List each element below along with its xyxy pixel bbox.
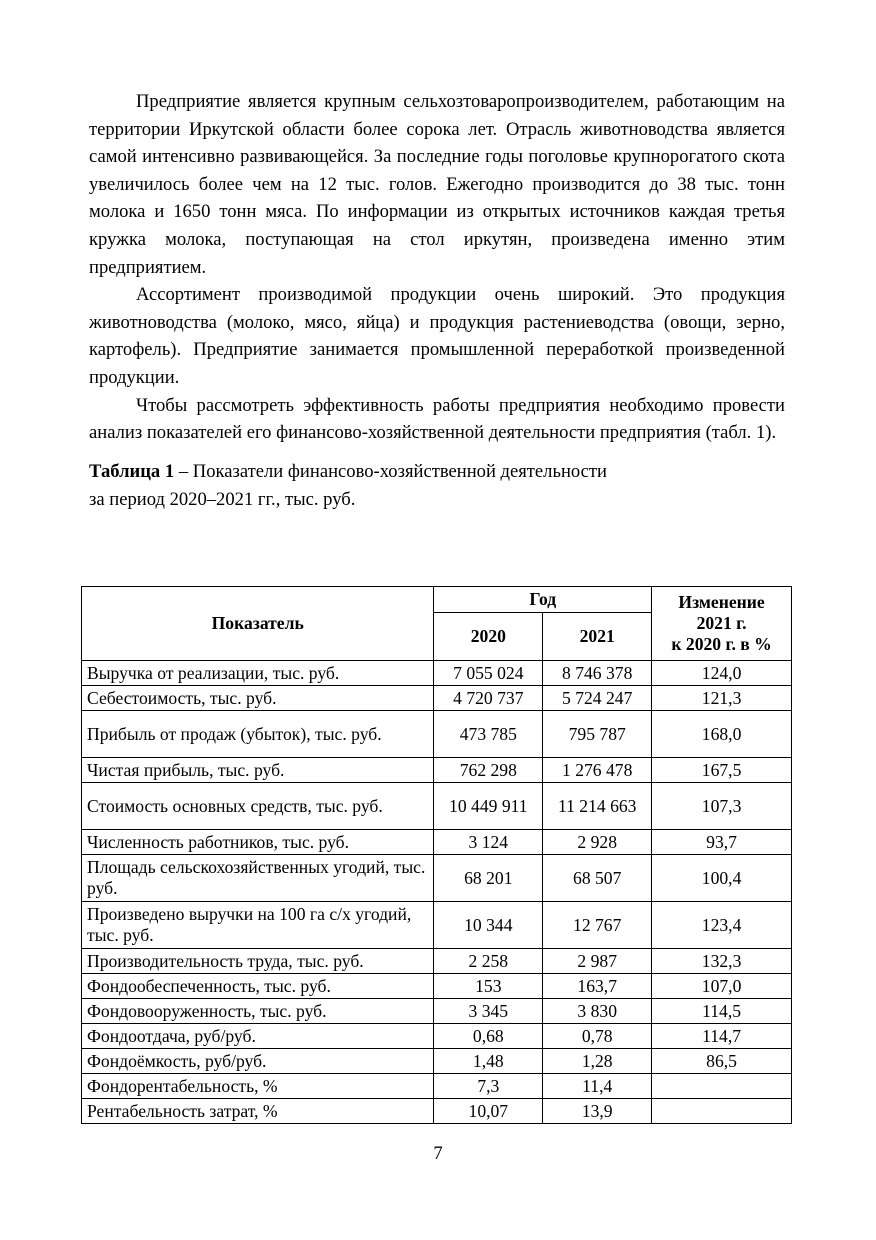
table-caption [89, 458, 785, 514]
row-value-2020: 68 201 [434, 855, 543, 902]
table-row [82, 758, 792, 783]
row-label: Производительность труда, тыс. руб. [82, 949, 434, 974]
table-row [82, 686, 792, 711]
row-change: 168,0 [652, 711, 792, 758]
row-value-2021: 11 214 663 [543, 783, 652, 830]
table-row [82, 1099, 792, 1124]
header-change-line3: к 2020 г. в % [671, 634, 772, 654]
row-change: 100,4 [652, 855, 792, 902]
page-number: 7 [433, 1143, 443, 1164]
row-value-2020: 0,68 [434, 1024, 543, 1049]
header-change-line2: 2021 г. [696, 613, 747, 633]
table-row [82, 783, 792, 830]
row-value-2020: 10,07 [434, 1099, 543, 1124]
table-row [82, 1049, 792, 1074]
table-caption-text: – Показатели финансово-хозяйственной деятельности [174, 460, 607, 482]
row-change: 107,3 [652, 783, 792, 830]
row-value-2020: 473 785 [434, 711, 543, 758]
row-value-2020: 153 [434, 974, 543, 999]
row-value-2021: 1 276 478 [543, 758, 652, 783]
row-change: 124,0 [652, 661, 792, 686]
row-value-2021: 8 746 378 [543, 661, 652, 686]
row-value-2020: 4 720 737 [434, 686, 543, 711]
row-value-2021: 11,4 [543, 1074, 652, 1099]
row-change [652, 1099, 792, 1124]
header-2020: 2020 [434, 613, 543, 661]
row-change: 123,4 [652, 902, 792, 949]
paragraph-3: Чтобы рассмотреть эффективность работы предприятия необходимо провести анализ показателей его финансово-хозяйственной деятельности предприятия (табл. 1). [89, 394, 785, 444]
row-change: 167,5 [652, 758, 792, 783]
row-label: Фондорентабельность, % [82, 1074, 434, 1099]
row-change: 114,7 [652, 1024, 792, 1049]
table-row [82, 949, 792, 974]
table-row [82, 1024, 792, 1049]
financial-table-wrapper [81, 586, 792, 1124]
table-row [82, 661, 792, 686]
table-row [82, 974, 792, 999]
row-value-2020: 7,3 [434, 1074, 543, 1099]
row-label: Рентабельность затрат, % [82, 1099, 434, 1124]
row-change: 107,0 [652, 974, 792, 999]
row-label: Фондоотдача, руб/руб. [82, 1024, 434, 1049]
header-indicator: Показатель [82, 587, 434, 661]
row-value-2020: 7 055 024 [434, 661, 543, 686]
row-value-2020: 2 258 [434, 949, 543, 974]
header-2021: 2021 [543, 613, 652, 661]
row-value-2021: 13,9 [543, 1099, 652, 1124]
row-value-2020: 10 449 911 [434, 783, 543, 830]
table-caption-label: Таблица 1 [89, 460, 175, 482]
row-value-2020: 1,48 [434, 1049, 543, 1074]
financial-indicators-table [81, 586, 792, 1124]
row-label: Фондообеспеченность, тыс. руб. [82, 974, 434, 999]
table-caption-line2: за период 2020–2021 гг., тыс. руб. [89, 488, 356, 510]
row-change: 121,3 [652, 686, 792, 711]
row-value-2021: 1,28 [543, 1049, 652, 1074]
table-row [82, 711, 792, 758]
row-value-2021: 0,78 [543, 1024, 652, 1049]
table-row [82, 999, 792, 1024]
row-label: Фондоёмкость, руб/руб. [82, 1049, 434, 1074]
row-value-2021: 2 928 [543, 830, 652, 855]
row-value-2021: 3 830 [543, 999, 652, 1024]
row-change: 132,3 [652, 949, 792, 974]
row-value-2021: 12 767 [543, 902, 652, 949]
header-change-line1: Изменение [678, 592, 765, 612]
header-year: Год [434, 587, 652, 613]
row-value-2020: 10 344 [434, 902, 543, 949]
row-value-2021: 68 507 [543, 855, 652, 902]
row-label: Чистая прибыль, тыс. руб. [82, 758, 434, 783]
row-label: Произведено выручки на 100 га с/х угодий, тыс. руб. [82, 902, 434, 949]
row-change: 93,7 [652, 830, 792, 855]
row-value-2021: 163,7 [543, 974, 652, 999]
row-change: 114,5 [652, 999, 792, 1024]
row-label: Фондовооруженность, тыс. руб. [82, 999, 434, 1024]
header-change [652, 587, 792, 661]
row-change: 86,5 [652, 1049, 792, 1074]
table-row [82, 830, 792, 855]
document-body [89, 88, 785, 514]
row-label: Численность работников, тыс. руб. [82, 830, 434, 855]
row-change [652, 1074, 792, 1099]
paragraph-2: Ассортимент производимой продукции очень широкий. Это продукция животноводства (молоко, мясо, яйца) и продукция растениеводства (овощи, зерно, картофель). Предприятие занимается промышленной переработкой произведенной продукции. [89, 284, 785, 388]
paragraph-1: Предприятие является крупным сельхозтоваропроизводителем, работающим на территории Иркутской области более сорока лет. Отрасль животноводства является самой интенсивно развивающейся. За последние годы поголовье крупнорогатого скота увеличилось более чем на 12 тыс. голов. Ежегодно производится до 38 тыс. тонн молока и 1650 тонн мяса. По информации из открытых источников каждая третья кружка молока, поступающая на стол иркутян, произведена именно этим предприятием. [89, 91, 785, 278]
row-value-2021: 5 724 247 [543, 686, 652, 711]
row-label: Себестоимость, тыс. руб. [82, 686, 434, 711]
row-value-2021: 2 987 [543, 949, 652, 974]
row-value-2021: 795 787 [543, 711, 652, 758]
row-value-2020: 3 124 [434, 830, 543, 855]
row-label: Площадь сельскохозяйственных угодий, тыс. руб. [82, 855, 434, 902]
row-label: Выручка от реализации, тыс. руб. [82, 661, 434, 686]
row-value-2020: 762 298 [434, 758, 543, 783]
row-label: Прибыль от продаж (убыток), тыс. руб. [82, 711, 434, 758]
table-row [82, 855, 792, 902]
table-row [82, 1074, 792, 1099]
table-row [82, 902, 792, 949]
row-value-2020: 3 345 [434, 999, 543, 1024]
row-label: Стоимость основных средств, тыс. руб. [82, 783, 434, 830]
